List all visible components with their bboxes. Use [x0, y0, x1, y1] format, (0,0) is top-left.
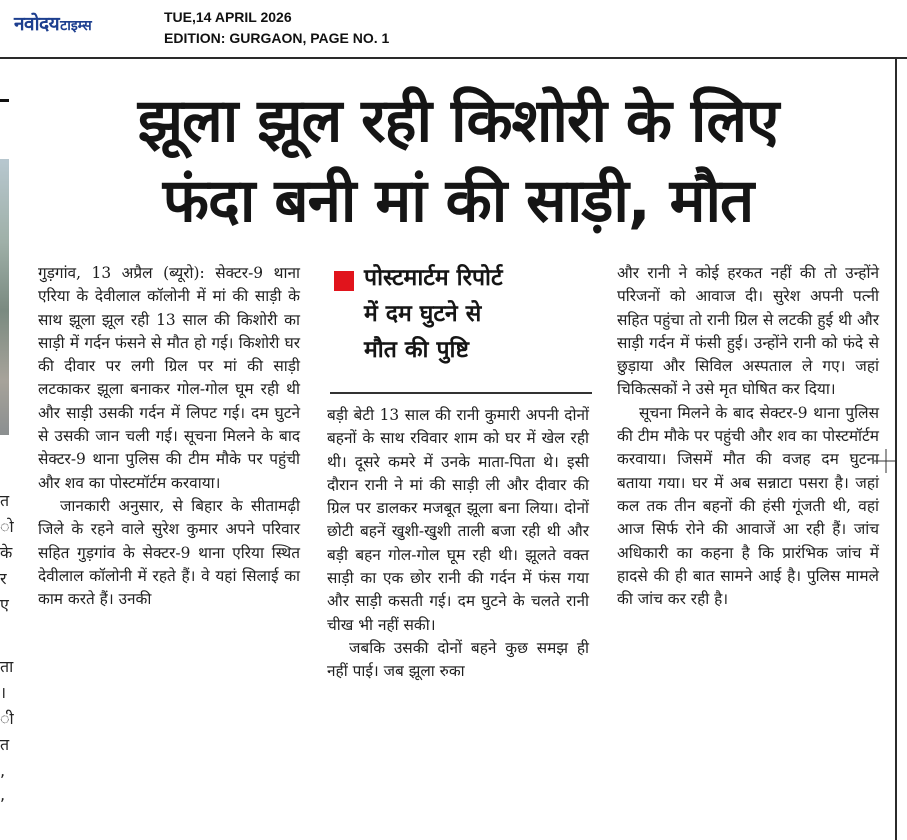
neighbor-fragment: र	[0, 569, 7, 588]
red-square-marker-icon	[334, 271, 354, 291]
body-paragraph: जबकि उसकी दोनों बहने कुछ समझ ही नहीं पाई। जब झूला रुका	[327, 638, 589, 681]
neighbor-fragment: ,	[0, 761, 6, 780]
body-paragraph: गुड़गांव, 13 अप्रैल (ब्यूरो): सेक्टर-9 थाना एरिया के देवीलाल कॉलोनी में मां की साड़ी के साथ झूला झूल रही 13 साल की किशोरी का साड़ी में गर्दन फंसने से मौत हो गई। किशोरी घर की दीवार पर लगी ग्रिल पर मां की साड़ी लटकाकर झूला बनाकर गोल-गोल घूम रही थी और साड़ी उसकी गर्दन में लिपट गई। दम घुटने से उसकी जान चली गई। सूचना मिलने के बाद सेक्टर-9 थाना पुलिस की टीम मौके पर पहुंची और शव का पोस्टमॉर्टम करवाया।	[38, 264, 300, 492]
headline-line-2: फंदा बनी मां की साड़ी, मौत	[162, 166, 754, 236]
neighbor-fragment: त	[0, 735, 10, 754]
page-margin	[897, 59, 907, 840]
masthead	[0, 0, 907, 58]
article-headline	[22, 81, 894, 241]
neighbor-fragment: ता	[0, 657, 14, 676]
edition-info: EDITION: GURGAON, PAGE NO. 1	[164, 30, 390, 46]
logo-sub-text: टाइम्स	[60, 18, 92, 34]
neighbor-photo	[0, 159, 9, 435]
body-paragraph: सूचना मिलने के बाद सेक्टर-9 थाना पुलिस की टीम मौके पर पहुंची और शव का पोस्टमॉर्टम करवाया। जिसमें मौत की वजह दम घुटना बताया गया। घर में अब सन्नाटा पसरा है। जहां कल तक तीन बहनों की हंसी गूंजती थी, वहां आज सिर्फ रोने की आवाजें आ रही हैं। जांच अधिकारी का कहना है कि प्रारंभिक जांच में हादसे की ही बात सामने आई है। पुलिस मामले की जांच कर रही है।	[617, 403, 879, 609]
subheading-divider	[330, 392, 592, 394]
article-column-1	[38, 262, 300, 611]
neighbor-fragment: ी	[0, 709, 14, 728]
article-clipping	[0, 59, 896, 840]
neighbor-fragment: के	[0, 543, 13, 562]
edition-date: TUE,14 APRIL 2026	[164, 9, 292, 25]
article-column-2	[327, 404, 589, 684]
subheading-line-3: मौत की पुष्टि	[364, 337, 469, 363]
subheading-line-2: में दम घुटने से	[364, 301, 482, 327]
body-paragraph: और रानी ने कोई हरकत नहीं की तो उन्होंने परिजनों को आवाज दी। सुरेश अपनी पत्नी सहित पहुंचा तो रानी ग्रिल से लटकी हुई थी और साड़ी गर्दन में फंसी हुई। उन्होंने रानी को फंदे से छुड़ाया और सिविल अस्पताल ले गए। जहां चिकित्सकों ने उसे मृत घोषित कर दिया।	[617, 264, 879, 399]
body-paragraph: जानकारी अनुसार, से बिहार के सीतामढ़ी जिले के रहने वाले सुरेश कुमार अपने परिवार सहित गुड़गांव के सेक्टर-9 थाना एरिया स्थित देवीलाल कॉलोनी में रहते हैं। वे यहां सिलाई का काम करते हैं। उनकी	[38, 496, 300, 609]
headline-line-1: झूला झूल रही किशोरी के लिए	[137, 86, 779, 156]
neighbor-fragment: त	[0, 491, 10, 510]
subheading-text	[364, 260, 503, 368]
neighbor-fragment: ो	[0, 517, 14, 536]
neighbor-rule	[0, 99, 9, 102]
logo-main-text: नवोदय	[14, 13, 60, 35]
neighbor-fragment: ।	[0, 683, 7, 702]
article-column-3	[617, 262, 879, 611]
neighbor-fragment: ए	[0, 595, 9, 614]
neighbor-fragment: ,	[0, 785, 6, 804]
subheading-line-1: पोस्टमार्टम रिपोर्ट	[364, 265, 503, 291]
body-paragraph: बड़ी बेटी 13 साल की रानी कुमारी अपनी दोनों बहनों के साथ रविवार शाम को घर में खेल रही थी। दूसरे कमरे में उनके माता-पिता थे। इसी दौरान रानी ने मां की साड़ी ली और दीवार की ग्रिल पर डालकर मजबूत झूला बना लिया। दोनों छोटी बहनें खुशी-खुशी ताली बजा रही थी और बड़ी बहन गोल-गोल घूम रही थी। झूलते वक्त साड़ी का एक छोर रानी की गर्दन में फंस गया और साड़ी कसती गई। दम घुटने के चलते रानी चीख भी नहीं सकी।	[327, 406, 589, 634]
newspaper-logo[interactable]	[14, 10, 92, 36]
